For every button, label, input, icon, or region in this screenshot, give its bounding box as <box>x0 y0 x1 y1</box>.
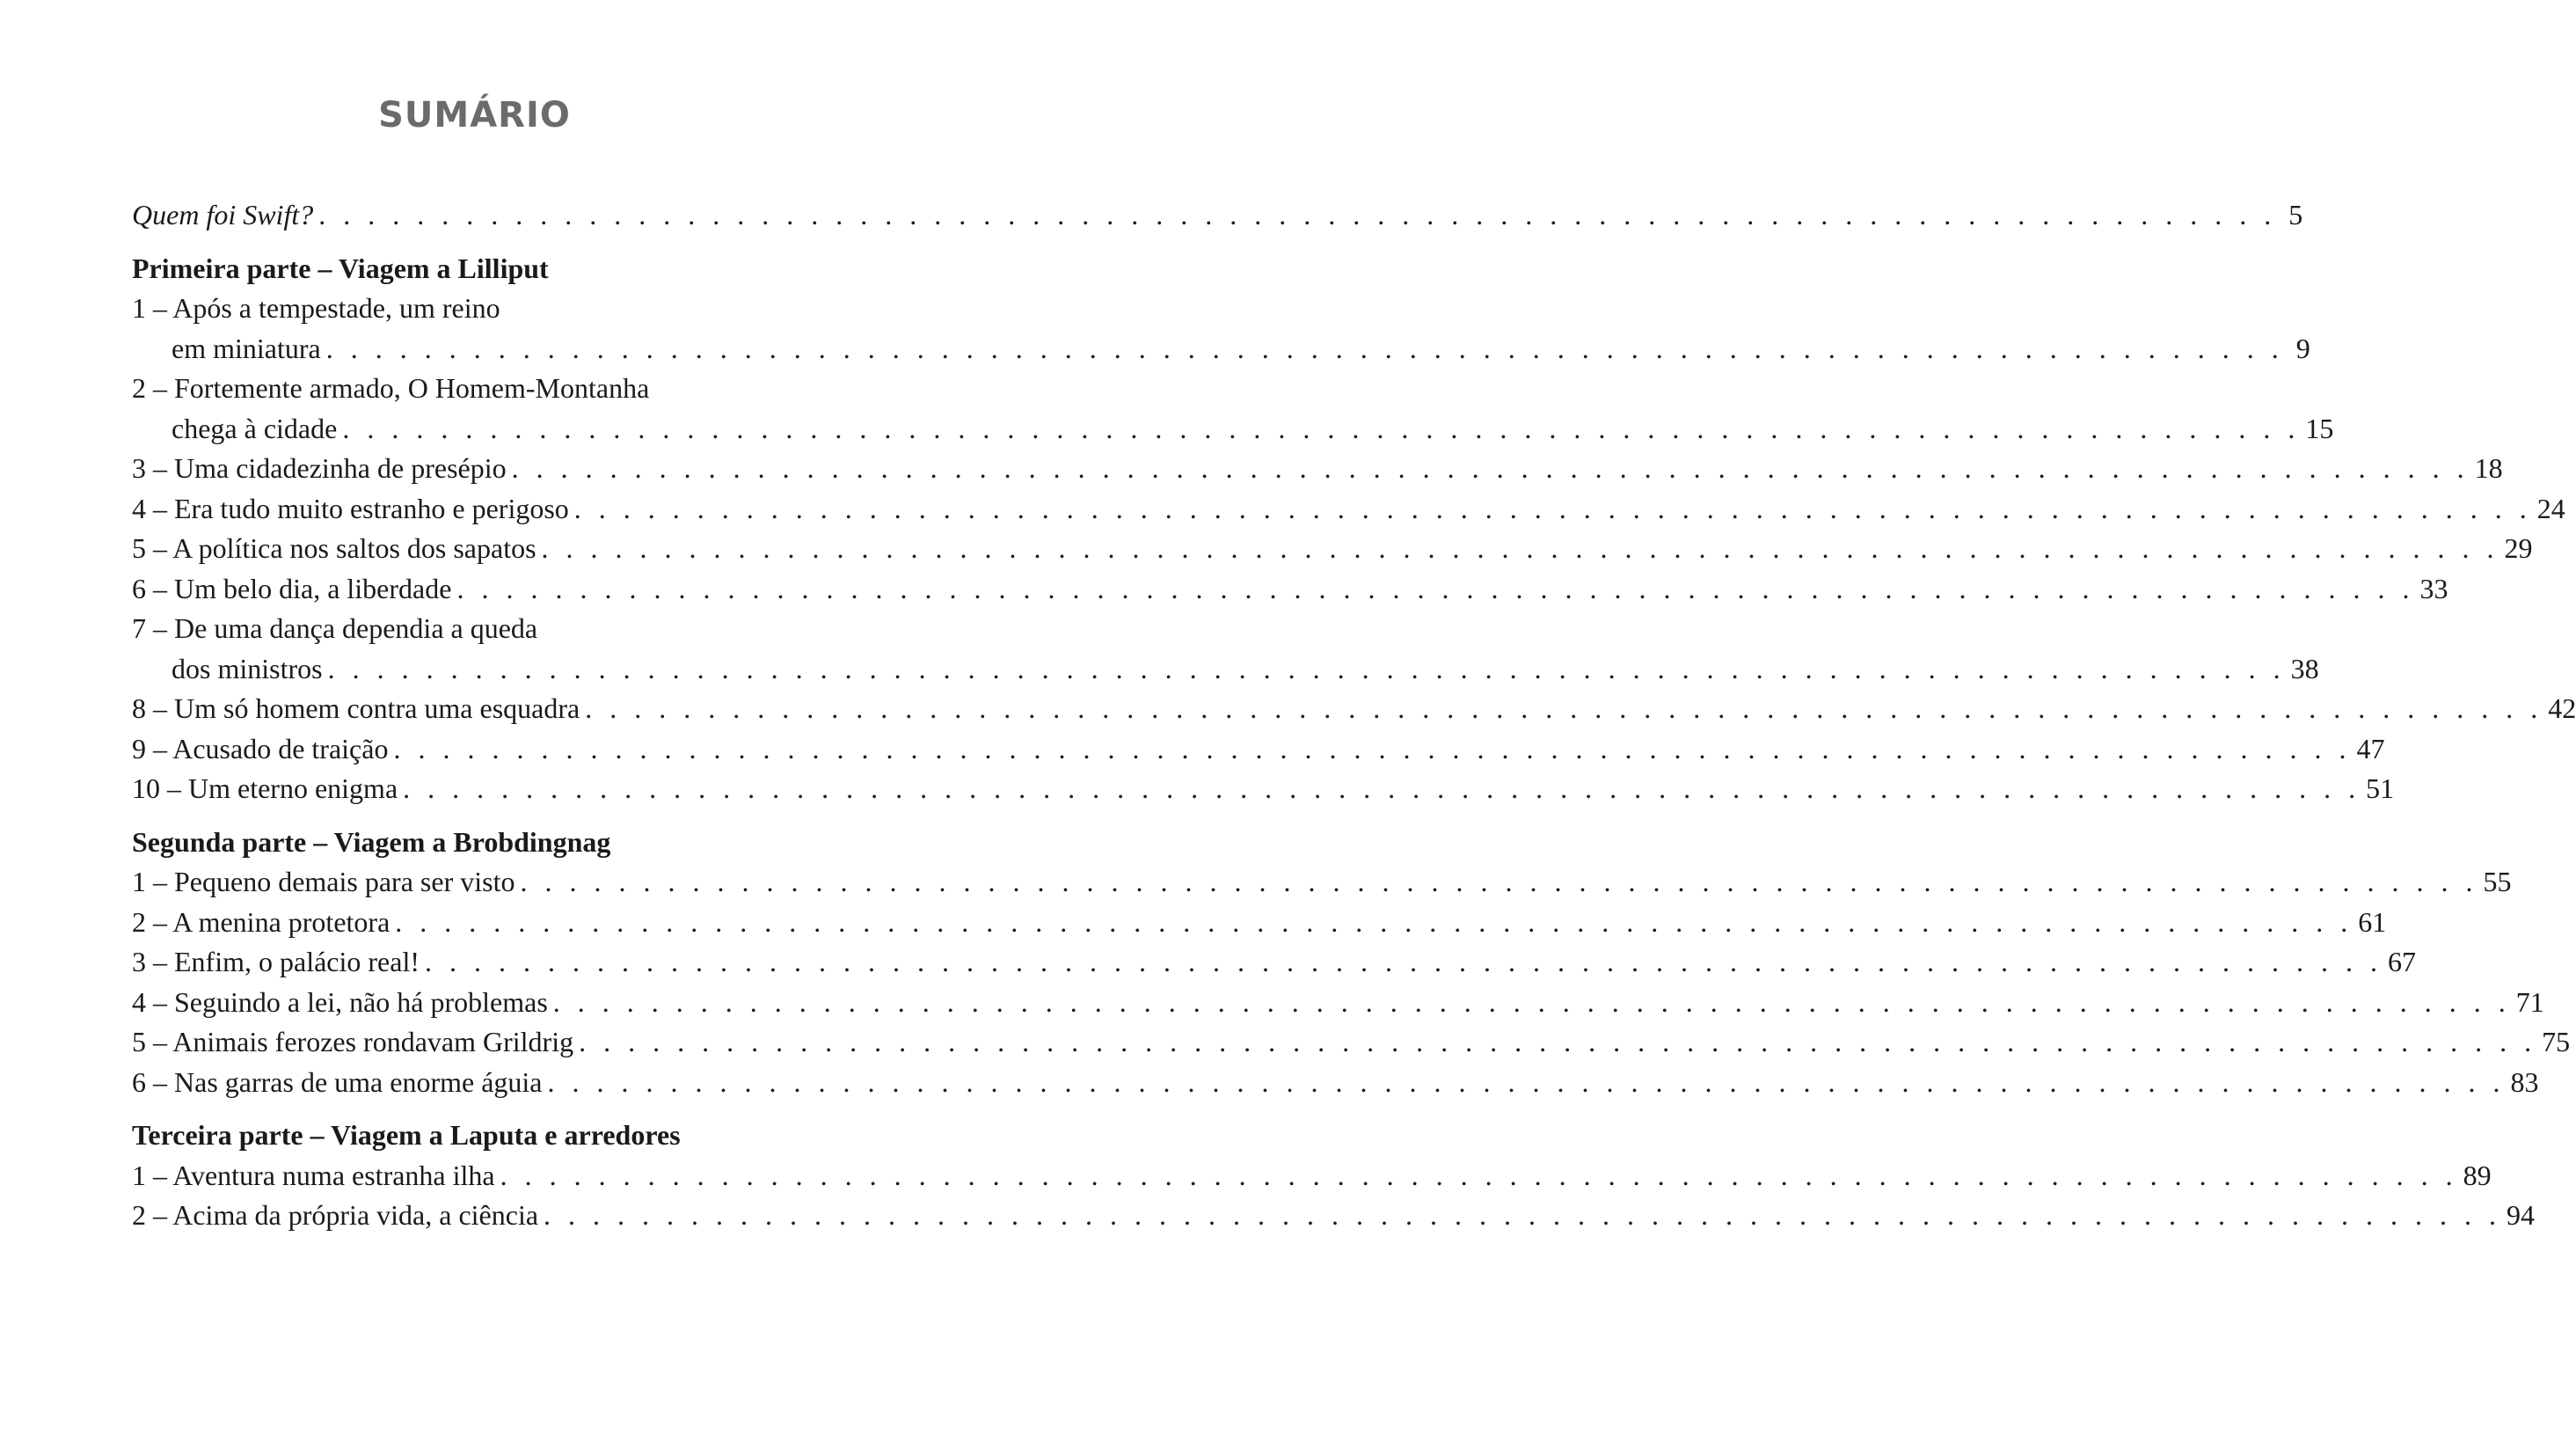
part-heading: Primeira parte – Viagem a Lilliput <box>132 252 549 284</box>
toc-entry-label-continued: dos ministros <box>171 652 323 684</box>
toc-page-number: 47 <box>2356 732 2385 765</box>
dot-leader: . . . . . . . . . . . . . . . . . . . . . . . . . . . . . . . . . . . . . . . . . . . . . . . . . . . . . . . . . . . . . . . . . . . . . . . . . . . . . . . . <box>327 652 2286 684</box>
toc-parts <box>132 236 2576 1236</box>
toc-entry[interactable] <box>132 862 2512 903</box>
part-heading: Segunda parte – Viagem a Brobdingnag <box>132 825 611 858</box>
dot-leader: . . . . . . . . . . . . . . . . . . . . . . . . . . . . . . . . . . . . . . . . . . . . . . . . . . . . . . . . . . . . . . . . . . . . . . . . . . . . . . . . <box>318 199 2277 230</box>
dot-leader: . . . . . . . . . . . . . . . . . . . . . . . . . . . . . . . . . . . . . . . . . . . . . . . . . . . . . . . . . . . . . . . . . . . . . . . . . . . . . . . . <box>424 946 2383 977</box>
toc-page-number: 38 <box>2290 652 2319 684</box>
dot-leader: . . . . . . . . . . . . . . . . . . . . . . . . . . . . . . . . . . . . . . . . . . . . . . . . . . . . . . . . . . . . . . . . . . . . . . . . . . . . . . . . <box>547 1065 2506 1098</box>
toc-entry[interactable] <box>132 449 2503 489</box>
toc-entry[interactable] <box>132 983 2544 1023</box>
toc-page-number: 9 <box>2295 332 2310 364</box>
toc-page-number: 15 <box>2305 412 2334 444</box>
toc-entry-line[interactable] <box>132 289 753 329</box>
toc-entry-label: 1 – Aventura numa estranha ilha <box>132 1159 495 1191</box>
toc-page-number: 33 <box>2419 572 2448 604</box>
toc-entry-line[interactable] <box>132 329 2310 369</box>
toc-entry[interactable] <box>132 1022 2571 1063</box>
toc-page-number: 83 <box>2510 1065 2539 1098</box>
toc-page-number: 24 <box>2536 492 2565 524</box>
toc-entry-label: 5 – Animais ferozes rondavam Grildrig <box>132 1026 574 1057</box>
toc-entry-label: 2 – Fortemente armado, O Homem-Montanha <box>132 372 650 404</box>
toc-page-number: 89 <box>2463 1159 2492 1191</box>
toc-entry-label: 4 – Seguindo a lei, não há problemas <box>132 985 548 1018</box>
toc-entry-intro[interactable] <box>132 195 2303 236</box>
dot-leader: . . . . . . . . . . . . . . . . . . . . . . . . . . . . . . . . . . . . . . . . . . . . . . . . . . . . . . . . . . . . . . . . . . . . . . . . . . . . . . . . <box>456 572 2415 604</box>
dot-leader: . . . . . . . . . . . . . . . . . . . . . . . . . . . . . . . . . . . . . . . . . . . . . . . . . . . . . . . . . . . . . . . . . . . . . . . . . . . . . . . . <box>403 772 2361 804</box>
toc-entry-label: 5 – A política nos saltos dos sapatos <box>132 532 536 564</box>
toc-entry-label-continued: em miniatura <box>171 332 321 364</box>
table-of-contents <box>132 195 2576 1236</box>
toc-page-number: 71 <box>2515 985 2544 1018</box>
part-heading: Terceira parte – Viagem a Laputa e arredores <box>132 1119 681 1151</box>
page-title: SUMÁRIO <box>378 95 571 135</box>
toc-page-number: 75 <box>2542 1026 2571 1057</box>
toc-entry-label: 6 – Um belo dia, a liberdade <box>132 572 452 604</box>
dot-leader: . . . . . . . . . . . . . . . . . . . . . . . . . . . . . . . . . . . . . . . . . . . . . . . . . . . . . . . . . . . . . . . . . . . . . . . . . . . . . . . . <box>579 1026 2537 1057</box>
toc-entry[interactable] <box>132 529 2533 569</box>
toc-entry[interactable] <box>132 769 2395 809</box>
toc-entry-label: 7 – De uma dança dependia a queda <box>132 612 538 644</box>
dot-leader: . . . . . . . . . . . . . . . . . . . . . . . . . . . . . . . . . . . . . . . . . . . . . . . . . . . . . . . . . . . . . . . . . . . . . . . . . . . . . . . . <box>395 905 2353 938</box>
section-spacer <box>132 236 753 249</box>
toc-entry-label: 6 – Nas garras de uma enorme águia <box>132 1065 543 1098</box>
dot-leader: . . . . . . . . . . . . . . . . . . . . . . . . . . . . . . . . . . . . . . . . . . . . . . . . . . . . . . . . . . . . . . . . . . . . . . . . . . . . . . . . <box>552 985 2511 1018</box>
dot-leader: . . . . . . . . . . . . . . . . . . . . . . . . . . . . . . . . . . . . . . . . . . . . . . . . . . . . . . . . . . . . . . . . . . . . . . . . . . . . . . . . <box>500 1159 2458 1191</box>
toc-entry-label: 1 – Após a tempestade, um reino <box>132 292 500 324</box>
section-spacer <box>132 809 753 823</box>
dot-leader: . . . . . . . . . . . . . . . . . . . . . . . . . . . . . . . . . . . . . . . . . . . . . . . . . . . . . . . . . . . . . . . . . . . . . . . . . . . . . . . . <box>520 866 2478 897</box>
toc-page-number: 29 <box>2504 532 2533 564</box>
dot-leader: . . . . . . . . . . . . . . . . . . . . . . . . . . . . . . . . . . . . . . . . . . . . . . . . . . . . . . . . . . . . . . . . . . . . . . . . . . . . . . . . <box>342 412 2301 444</box>
toc-entry-line[interactable] <box>132 649 2319 690</box>
toc-entry-label: 9 – Acusado de traição <box>132 732 389 765</box>
toc-entry-label: Quem foi Swift? <box>132 199 314 230</box>
toc-page-number: 61 <box>2358 905 2387 938</box>
toc-entry[interactable] <box>132 569 2448 610</box>
toc-entry[interactable] <box>132 1196 2536 1236</box>
toc-entry[interactable] <box>132 689 2576 729</box>
toc-entry[interactable] <box>132 729 2385 770</box>
dot-leader: . . . . . . . . . . . . . . . . . . . . . . . . . . . . . . . . . . . . . . . . . . . . . . . . . . . . . . . . . . . . . . . . . . . . . . . . . . . . . . . . <box>541 532 2499 564</box>
toc-entry[interactable] <box>132 942 2416 983</box>
dot-leader: . . . . . . . . . . . . . . . . . . . . . . . . . . . . . . . . . . . . . . . . . . . . . . . . . . . . . . . . . . . . . . . . . . . . . . . . . . . . . . . . <box>544 1199 2502 1231</box>
dot-leader: . . . . . . . . . . . . . . . . . . . . . . . . . . . . . . . . . . . . . . . . . . . . . . . . . . . . . . . . . . . . . . . . . . . . . . . . . . . . . . . . <box>573 492 2532 524</box>
toc-page-number: 94 <box>2507 1199 2536 1231</box>
toc-entry-label: 4 – Era tudo muito estranho e perigoso <box>132 492 569 524</box>
toc-page-number: 18 <box>2474 452 2503 484</box>
toc-page-number: 51 <box>2366 772 2395 804</box>
section-spacer <box>132 1102 753 1116</box>
dot-leader: . . . . . . . . . . . . . . . . . . . . . . . . . . . . . . . . . . . . . . . . . . . . . . . . . . . . . . . . . . . . . . . . . . . . . . . . . . . . . . . . <box>585 692 2543 724</box>
toc-entry-label: 1 – Pequeno demais para ser visto <box>132 866 515 897</box>
toc-entry-label: 2 – Acima da própria vida, a ciência <box>132 1199 539 1231</box>
dot-leader: . . . . . . . . . . . . . . . . . . . . . . . . . . . . . . . . . . . . . . . . . . . . . . . . . . . . . . . . . . . . . . . . . . . . . . . . . . . . . . . . <box>511 452 2470 484</box>
toc-entry[interactable] <box>132 1156 2492 1196</box>
toc-entry-label: 10 – Um eterno enigma <box>132 772 398 804</box>
toc-entry-line[interactable] <box>132 369 753 409</box>
toc-entry-line[interactable] <box>132 409 2334 450</box>
toc-page-number: 55 <box>2483 866 2512 897</box>
dot-leader: . . . . . . . . . . . . . . . . . . . . . . . . . . . . . . . . . . . . . . . . . . . . . . . . . . . . . . . . . . . . . . . . . . . . . . . . . . . . . . . . <box>393 732 2352 765</box>
toc-entry[interactable] <box>132 903 2387 943</box>
toc-entry-label-continued: chega à cidade <box>171 412 338 444</box>
toc-page-number: 5 <box>2288 199 2303 230</box>
toc-entry-label: 3 – Enfim, o palácio real! <box>132 946 420 977</box>
toc-page-number: 42 <box>2548 692 2576 724</box>
toc-entry-label: 2 – A menina protetora <box>132 905 390 938</box>
toc-entry-line[interactable] <box>132 609 753 649</box>
toc-entry-label: 3 – Uma cidadezinha de presépio <box>132 452 507 484</box>
toc-entry-label: 8 – Um só homem contra uma esquadra <box>132 692 580 724</box>
toc-entry[interactable] <box>132 1063 2539 1103</box>
dot-leader: . . . . . . . . . . . . . . . . . . . . . . . . . . . . . . . . . . . . . . . . . . . . . . . . . . . . . . . . . . . . . . . . . . . . . . . . . . . . . . . . <box>325 332 2284 364</box>
toc-entry[interactable] <box>132 489 2565 530</box>
toc-page-number: 67 <box>2387 946 2416 977</box>
